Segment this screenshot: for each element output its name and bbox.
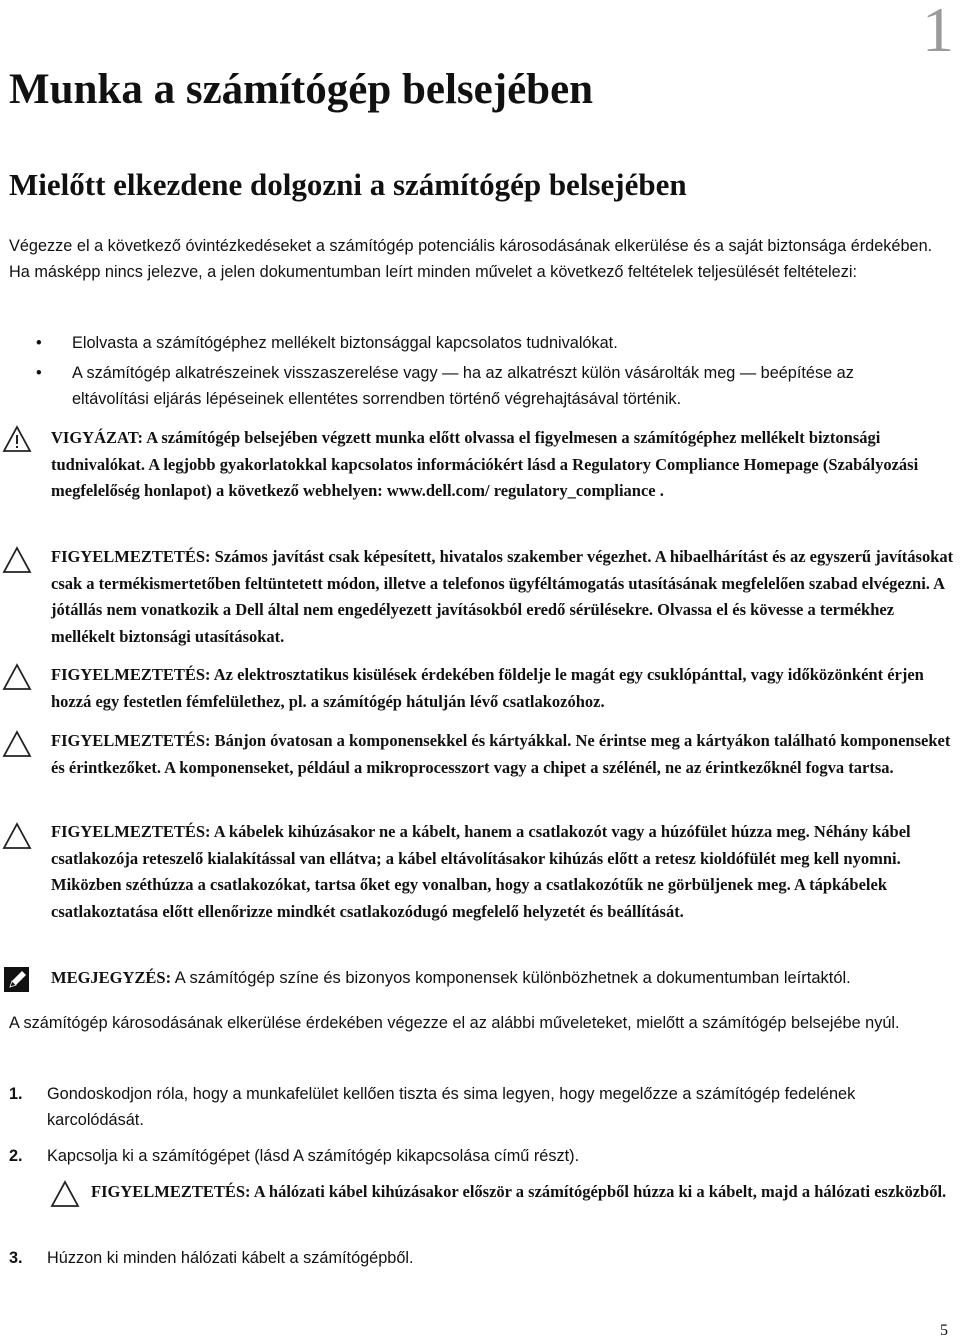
notice-label: FIGYELMEZTETÉS:	[51, 665, 211, 684]
bullet-symbol: •	[36, 334, 42, 352]
step-number: 1.	[9, 1085, 23, 1103]
list-item	[9, 1081, 939, 1133]
page-number: 5	[940, 1322, 948, 1339]
notice-label: FIGYELMEZTETÉS:	[91, 1182, 251, 1201]
warning-notice	[51, 728, 957, 781]
warning-notice	[51, 544, 957, 650]
warning-triangle-icon	[50, 1179, 80, 1209]
warning-notice	[51, 662, 957, 715]
bullet-text: A számítógép alkatrészeinek visszaszerelése vagy — ha az alkatrészt külön vásárolták meg — beépítése az eltávolítási eljárás lépéseinek ellentétes sorrendben történő végrehajtásával történik.	[72, 364, 854, 408]
note-pencil-icon	[2, 964, 32, 994]
page-title: Munka a számítógép belsejében	[9, 66, 594, 113]
intro-paragraph: Végezze el a következő óvintézkedéseket a számítógép potenciális károsodásának elkerülése és a saját biztonsága érdekében. Ha másképp nincs jelezve, a jelen dokumentumban leírt minden művelet a következő feltételek teljesülését feltételezi:	[9, 237, 933, 281]
notice-text: A számítógép színe és bizonyos komponensek különbözhetnek a dokumentumban leírtaktól.	[171, 969, 851, 987]
notice-text: A számítógép belsejében végzett munka előtt olvassa el figyelmesen a számítógéphez mellékelt biztonsági tudnivalókat. A legjobb gyakorlatokkal kapcsolatos információkért lásd a Regulatory Compliance Homepage (Szabályozási megfelelőség honlapot) a következő webhelyen: www.dell.com/ regulatory_compliance .	[51, 428, 919, 500]
instructions-paragraph: A számítógép károsodásának elkerülése érdekében végezze el az alábbi műveleteket, mielőtt a számítógép belsejébe nyúl.	[9, 1014, 900, 1032]
notice-label: FIGYELMEZTETÉS:	[51, 822, 211, 841]
warning-notice	[91, 1179, 957, 1206]
list-item	[36, 360, 916, 412]
chapter-number: 1	[922, 0, 954, 65]
list-item	[9, 1143, 939, 1169]
notice-text: A hálózati kábel kihúzásakor először a számítógépből húzza ki a kábelt, majd a hálózati eszközből.	[250, 1182, 947, 1201]
notice-label: VIGYÁZAT:	[51, 428, 143, 447]
step-text: Kapcsolja ki a számítógépet (lásd A számítógép kikapcsolása című részt).	[47, 1147, 580, 1165]
notice-text: Bánjon óvatosan a komponensekkel és kártyákkal. Ne érintse meg a kártyákon található komponenseket és érintkezőket. A komponenseket, például a mikroprocesszort vagy a chipet a szélénél, ne az érintkezőknél fogva tartsa.	[51, 731, 951, 777]
bullet-symbol: •	[36, 364, 42, 382]
caution-triangle-icon	[2, 424, 32, 454]
warning-notice	[51, 819, 957, 925]
notice-label: FIGYELMEZTETÉS:	[51, 731, 211, 750]
section-title: Mielőtt elkezdene dolgozni a számítógép belsejében	[9, 167, 687, 202]
step-text: Gondoskodjon róla, hogy a munkafelület kellően tiszta és sima legyen, hogy megelőzze a számítógép fedelének karcolódását.	[47, 1085, 856, 1129]
notice-text: Számos javítást csak képesített, hivatalos szakember végezhet. A hibaelhárítást és az egyszerű javításokat csak a termékismertetőben feltüntetett módon, illetve a telefonos ügyféltámogatás utasításának megfelelően szabad elvégezni. A jótállás nem vonatkozik a Dell által nem engedélyezett javításokból eredő sérülésekre. Olvassa el és kövesse a termékhez mellékelt biztonsági utasításokat.	[51, 547, 954, 646]
warning-triangle-icon	[2, 821, 32, 851]
notice-text: A kábelek kihúzásakor ne a kábelt, hanem a csatlakozót vagy a húzófület húzza meg. Néhány kábel csatlakozója reteszelő kialakítással van ellátva; a kábel eltávolításakor kihúzás előtt a retesz kioldófülét meg kell nyomni. Miközben széthúzza a csatlakozókat, tartsa őket egy vonalban, hogy a csatlakozótűk ne görbüljenek meg. A tápkábelek csatlakoztatása előtt ellenőrizze mindkét csatlakozódugó megfelelő helyzetét és beállítását.	[51, 822, 911, 921]
list-item	[9, 1245, 939, 1271]
warning-triangle-icon	[2, 662, 32, 692]
warning-triangle-icon	[2, 729, 32, 759]
caution-notice	[51, 425, 957, 505]
note-notice	[51, 965, 957, 992]
notice-label: FIGYELMEZTETÉS:	[51, 547, 211, 566]
step-number: 3.	[9, 1249, 23, 1267]
step-text: Húzzon ki minden hálózati kábelt a számítógépből.	[47, 1249, 414, 1267]
bullet-text: Elolvasta a számítógéphez mellékelt biztonsággal kapcsolatos tudnivalókat.	[72, 334, 618, 352]
list-item	[36, 330, 916, 356]
warning-triangle-icon	[2, 545, 32, 575]
step-number: 2.	[9, 1147, 23, 1165]
notice-label: MEGJEGYZÉS:	[51, 968, 172, 987]
notice-text: Az elektrosztatikus kisülések érdekében földelje le magát egy csuklópánttal, vagy időközönként érjen hozzá egy festetlen fémfelülethez, pl. a számítógép hátulján lévő csatlakozóhoz.	[51, 665, 924, 711]
